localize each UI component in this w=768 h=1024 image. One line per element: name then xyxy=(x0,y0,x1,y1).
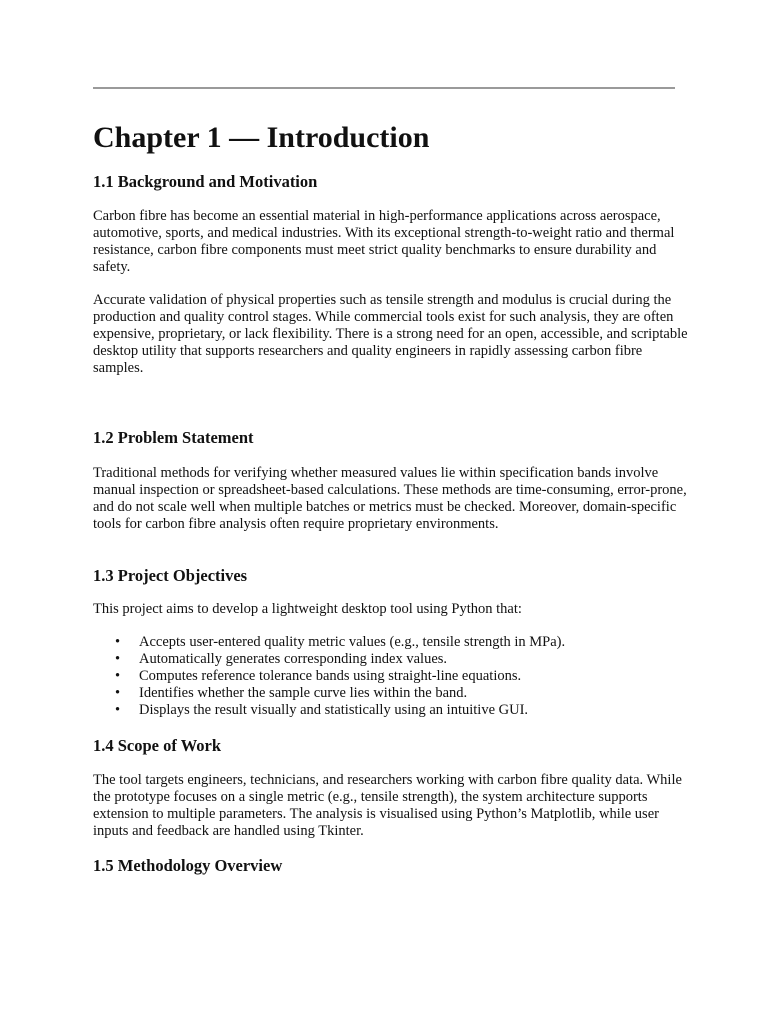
list-item xyxy=(93,634,565,651)
bullet-icon: • xyxy=(115,651,121,667)
list-item xyxy=(93,668,565,685)
bullet-icon: • xyxy=(115,634,121,650)
objectives-intro: This project aims to develop a lightweight desktop tool using Python that: xyxy=(93,601,522,617)
chapter-title: Chapter 1 — Introduction xyxy=(93,121,430,154)
section-heading-background: 1.1 Background and Motivation xyxy=(93,172,318,191)
section-heading-problem: 1.2 Problem Statement xyxy=(93,428,254,447)
list-item-text: Displays the result visually and statistically using an intuitive GUI. xyxy=(139,702,529,718)
objectives-list xyxy=(93,634,565,719)
background-paragraph-2: Accurate validation of physical properties such as tensile strength and modulus is crucial during the production and quality control stages. While commercial tools exist for such analysis, they are often expensive, proprietary, or lack flexibility. There is a strong need for an open, accessible, and scriptable desktop utility that supports researchers and quality engineers in rapidly assessing carbon fibre samples. xyxy=(93,292,688,376)
list-item-text: Accepts user-entered quality metric values (e.g., tensile strength in MPa). xyxy=(139,634,566,650)
problem-paragraph: Traditional methods for verifying whether measured values lie within specification bands involve manual inspection or spreadsheet-based calculations. These methods are time-consuming, error-prone, and do not scale well when multiple batches or metrics must be checked. Moreover, domain-specific tools for carbon fibre analysis often require proprietary environments. xyxy=(93,465,687,532)
section-heading-methodology: 1.5 Methodology Overview xyxy=(93,856,283,875)
section-heading-objectives: 1.3 Project Objectives xyxy=(93,566,248,585)
list-item xyxy=(93,702,565,719)
list-item xyxy=(93,651,565,668)
section-heading-scope: 1.4 Scope of Work xyxy=(93,736,222,755)
background-paragraph-1: Carbon fibre has become an essential material in high-performance applications across aerospace, automotive, sports, and medical industries. With its exceptional strength-to-weight ratio and thermal resistance, carbon fibre components must meet strict quality benchmarks to ensure durability and safety. xyxy=(93,208,675,275)
list-item-text: Identifies whether the sample curve lies within the band. xyxy=(139,685,468,701)
list-item-text: Automatically generates corresponding index values. xyxy=(139,651,448,667)
header-rule xyxy=(93,87,675,89)
bullet-icon: • xyxy=(115,702,121,718)
bullet-icon: • xyxy=(115,668,121,684)
bullet-icon: • xyxy=(115,685,121,701)
scope-paragraph: The tool targets engineers, technicians, and researchers working with carbon fibre quality data. While the prototype focuses on a single metric (e.g., tensile strength), the system architecture supports extension to multiple parameters. The analysis is visualised using Python’s Matplotlib, while user inputs and feedback are handled using Tkinter. xyxy=(93,772,682,839)
list-item-text: Computes reference tolerance bands using straight-line equations. xyxy=(139,668,522,684)
list-item xyxy=(93,685,565,702)
